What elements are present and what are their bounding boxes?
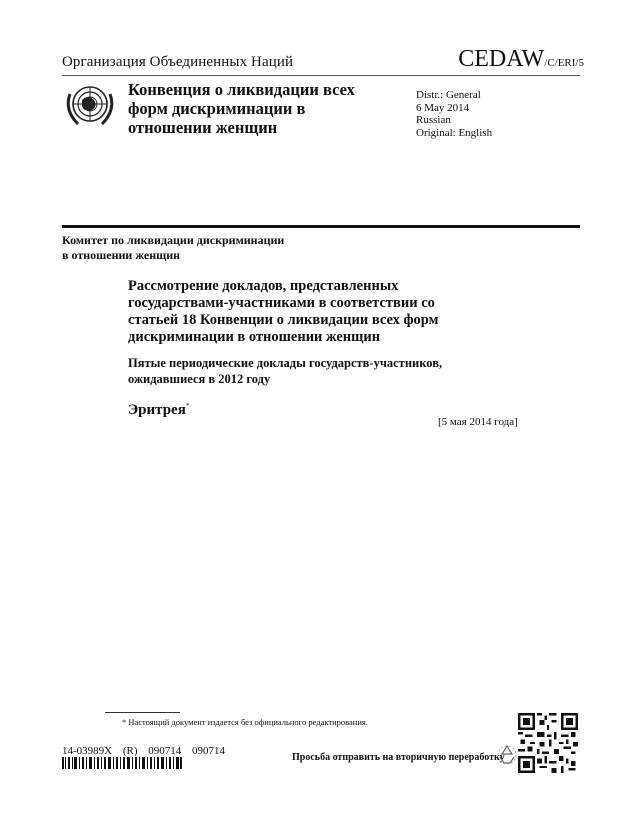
document-meta [416,89,492,139]
symbol-suffix: /C/ERI/5 [544,57,584,69]
recycle-icon [496,743,518,765]
original-language: Original: English [416,126,493,139]
organization-name: Организация Объединенных Наций [62,54,294,70]
committee-line-1: Комитет по ликвидации дискриминации [62,233,285,247]
barcode-icon [62,757,182,769]
footnote-rule [105,712,180,713]
document-symbol [458,46,584,73]
recycle-notice: Просьба отправить на вторичную переработку [292,752,505,763]
language: Russian [416,114,451,126]
issue-date: 6 May 2014 [416,101,470,114]
country-name: Эритрея [128,402,186,418]
committee-name [62,233,284,263]
distribution: Distr.: General [416,89,481,101]
un-emblem-icon [62,80,118,130]
header-rule [62,75,580,76]
document-number: 14-03989X (R) 090714 090714 [62,745,226,757]
footnote-marker: * [185,402,190,410]
section-rule [62,225,580,228]
symbol-main: CEDAW [458,46,545,72]
country-heading [128,402,189,419]
committee-line-2: в отношении женщин [62,248,181,262]
periodic-report-title: Пятые периодические доклады государств-участников, ожидавшиеся в 2012 году [128,356,443,386]
submission-date: [5 мая 2014 года] [438,416,518,428]
review-title: Рассмотрение докладов, представленных государствами-участниками в соответствии со статьей 18 Конвенции о ликвидации всех форм дискриминации в отношении женщин [128,278,439,345]
convention-title: Конвенция о ликвидации всех форм дискриминации в отношении женщин [128,80,355,137]
footnote: * Настоящий документ издается без официального редактирования. [122,717,368,727]
qr-code-icon [518,713,578,773]
